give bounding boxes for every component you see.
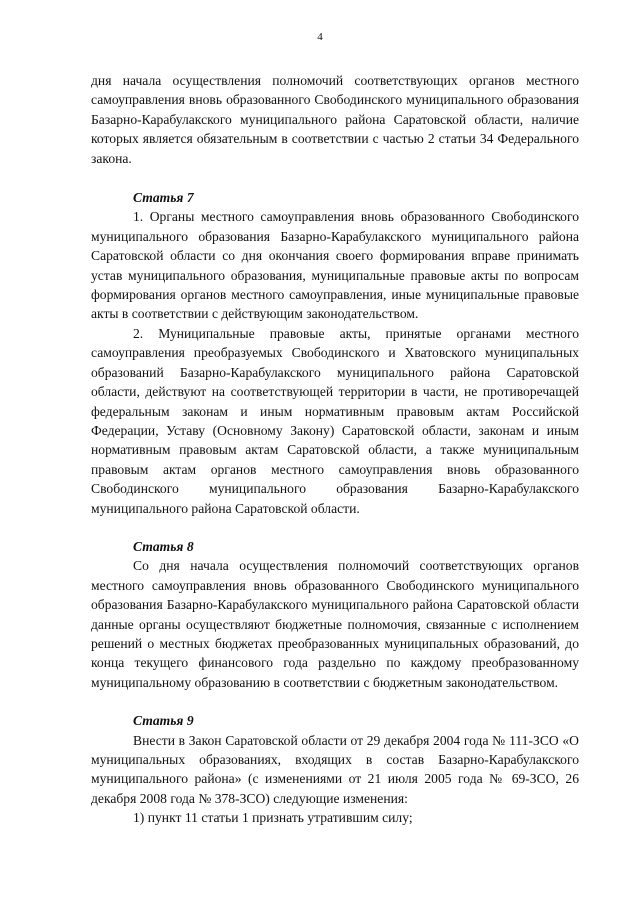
article-9-title: Статья 9 — [133, 713, 194, 729]
article-7-paragraph-1: 1. Органы местного самоуправления вновь образованного Свободинского муниципального образования Базарно-Карабулакского муниципального района Саратовской области со дня окончания своего формирования вправе принимать устав муниципального образования, муниципальные правовые акты по вопросам формирования органов местного самоуправления, иные муниципальные правовые акты в соответствии с действующим законодательством. — [91, 209, 579, 322]
intro-paragraph: дня начала осуществления полномочий соответствующих органов местного самоуправления вновь образованного Свободинского муниципального образования Базарно-Карабулакского муниципального района Саратовской области, наличие которых является обязательным в соответствии с частью 2 статьи 34 Федерального закона. — [91, 73, 579, 166]
page-number: 4 — [317, 31, 323, 43]
article-7-title: Статья 7 — [133, 190, 194, 206]
article-8-paragraph-1: Со дня начала осуществления полномочий соответствующих органов местного самоуправления вновь образованного Свободинского муниципального образования Базарно-Карабулакского муниципального района Саратовской области данные органы осуществляют бюджетные полномочия, связанные с исполнением решений о местных бюджетах преобразованных муниципальных образований, до конца текущего финансового года раздельно по каждому преобразованному муниципальному образованию в соответствии с бюджетным законодательством. — [91, 558, 579, 690]
article-8-title: Статья 8 — [133, 538, 194, 554]
article-9-paragraph-2: 1) пункт 11 статьи 1 признать утратившим силу; — [133, 810, 413, 826]
article-7-paragraph-2: 2. Муниципальные правовые акты, принятые органами местного самоуправления преобразуемых Свободинского и Хватовского муниципальных образований Базарно-Карабулакского муниципального района Саратовской области, действуют на соответствующей территории в части, не противоречащей федеральным законам и иным нормативным правовым актам Российской Федерации, Уставу (Основному Закону) Саратовской области, законам и иным нормативным правовым актам Саратовской области, а также муниципальным правовым актам органов местного самоуправления вновь образованного Свободинского муниципального образования Базарно-Карабулакского муниципального района Саратовской области. — [91, 325, 579, 516]
document-body — [91, 71, 579, 828]
article-9-paragraph-1: Внести в Закон Саратовской области от 29 декабря 2004 года № 111-ЗСО «О муниципальных образованиях, входящих в состав Базарно-Карабулакского муниципального района» (с изменениями от 21 июля 2005 года № 69-ЗСО, 26 декабря 2008 года № 378-ЗСО) следующие изменения: — [91, 732, 579, 806]
